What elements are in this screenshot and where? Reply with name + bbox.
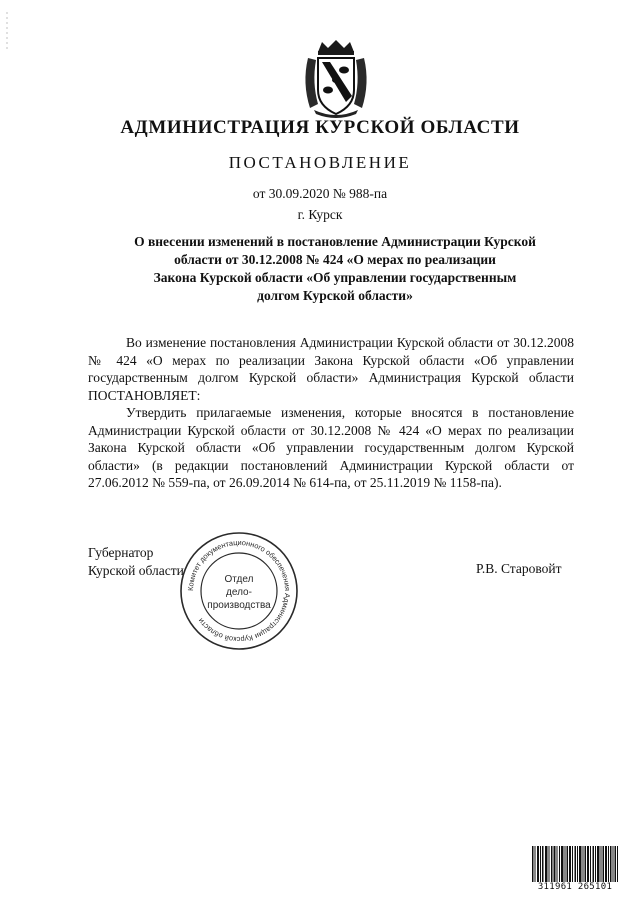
subject-line: долгом Курской области» — [257, 288, 413, 303]
barcode-number: 311961 265101 — [532, 882, 618, 892]
body-paragraph: Утвердить прилагаемые изменения, которые вносятся в постановление Администрации Курской области от 30.12.2008 № 424 «О мерах по реализации Закона Курской области «Об управлении государственным долгом Курской области» (в редакции постановлений Администрации Курской области от 27.06.2012 № 559-па, от 26.09.2014 № 614-па, от 25.11.2019 № 1158-па). — [88, 405, 574, 490]
signatory-title-line: Губернатор — [88, 545, 154, 560]
signatory-title-line: Курской области — [88, 562, 184, 578]
document-city: г. Курск — [297, 207, 343, 222]
stamp-center-line: производства — [207, 600, 271, 611]
body-paragraph: Во изменение постановления Администрации Курской области от 30.12.2008 № 424 «О мерах по реализации Закона Курской области «Об управлении государственным долгом Курской области» Администрация Курской области ПОСТАНОВЛЯЕТ: — [88, 335, 574, 403]
stamp-ring-text-path: Комитет документационного обеспечения Администрации Курской области — [185, 537, 293, 645]
coat-of-arms-emblem — [300, 38, 372, 118]
document-subject — [100, 233, 570, 305]
subject-line: О внесении изменений в постановление Администрации Курской — [134, 234, 536, 249]
signatory-name: Р.В. Старовойт — [476, 561, 562, 576]
organization-name: АДМИНИСТРАЦИЯ КУРСКОЙ ОБЛАСТИ — [120, 117, 520, 138]
subject-line: области от 30.12.2008 № 424 «О мерах по реализации — [174, 252, 496, 267]
stamp-center-line: Отдел — [224, 574, 254, 585]
stamp-center-line: дело- — [226, 587, 252, 598]
document-body — [88, 334, 574, 492]
margin-marks — [6, 12, 8, 52]
subject-line: Закона Курской области «Об управлении государственным — [153, 270, 517, 285]
official-stamp — [178, 530, 300, 652]
signatory-title — [88, 544, 184, 579]
document-type: ПОСТАНОВЛЕНИЕ — [228, 153, 412, 172]
document-date-number: от 30.09.2020 № 988-па — [252, 186, 388, 201]
